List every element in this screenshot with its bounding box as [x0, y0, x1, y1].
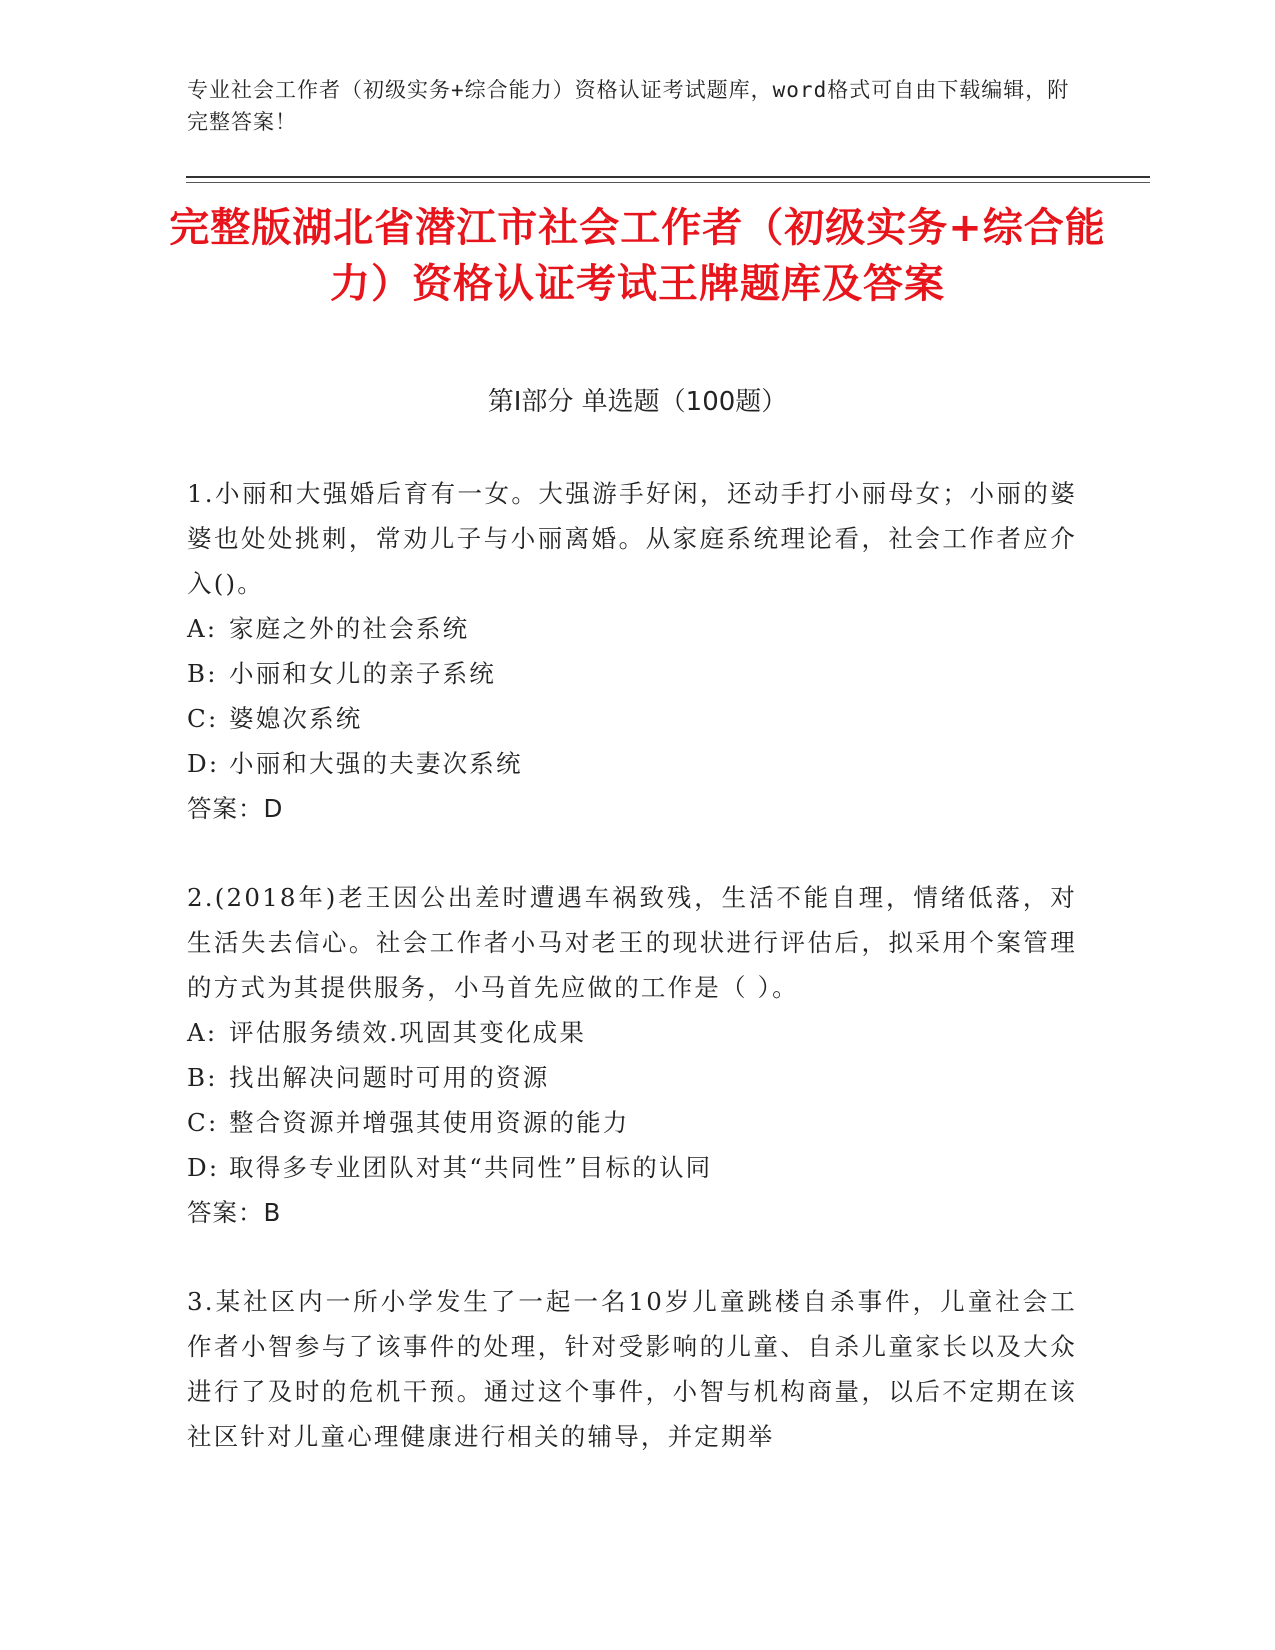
option-d: [187, 1145, 1077, 1190]
header-note: 专业社会工作者（初级实务+综合能力）资格认证考试题库，word格式可自由下载编辑，附完整答案！: [187, 78, 1070, 134]
option-key: A:: [187, 614, 218, 643]
question-text: 2.(2018年)老王因公出差时遭遇车祸致残，生活不能自理，情绪低落，对生活失去信心。社会工作者小马对老王的现状进行评估后，拟采用个案管理的方式为其提供服务，小马首先应做的工作是（ ）。: [187, 883, 1077, 1002]
option-d: [187, 741, 1077, 786]
answer: 答案：D: [187, 794, 284, 823]
question-text: 1.小丽和大强婚后育有一女。大强游手好闲，还动手打小丽母女；小丽的婆婆也处处挑刺，常劝儿子与小丽离婚。从家庭系统理论看，社会工作者应介入()。: [187, 479, 1077, 598]
option-key: D:: [187, 1153, 220, 1182]
option-key: B:: [187, 1063, 218, 1092]
option-key: D:: [187, 749, 220, 778]
option-text: 取得多专业团队对其“共同性”目标的认同: [229, 1153, 713, 1182]
option-text: 整合资源并增强其使用资源的能力: [229, 1108, 630, 1137]
answer: 答案：B: [187, 1198, 282, 1227]
option-key: C:: [187, 704, 219, 733]
option-a: [187, 1010, 1077, 1055]
option-c: [187, 696, 1077, 741]
option-text: 家庭之外的社会系统: [229, 614, 470, 643]
option-key: A:: [187, 1018, 218, 1047]
header-divider-thick: [186, 176, 1150, 178]
document-title: 完整版湖北省潜江市社会工作者（初级实务+综合能力）资格认证考试王牌题库及答案: [169, 205, 1106, 307]
question-1: [187, 471, 1077, 831]
question-text: 3.某社区内一所小学发生了一起一名10岁儿童跳楼自杀事件，儿童社会工作者小智参与了该事件的处理，针对受影响的儿童、自杀儿童家长以及大众进行了及时的危机干预。通过这个事件，小智与机构商量，以后不定期在该社区针对儿童心理健康进行相关的辅导，并定期举: [187, 1287, 1077, 1451]
option-text: 小丽和大强的夫妻次系统: [229, 749, 523, 778]
section-title: 第Ⅰ部分 单选题（100题）: [487, 387, 788, 417]
option-text: 小丽和女儿的亲子系统: [229, 659, 496, 688]
option-b: [187, 651, 1077, 696]
option-key: C:: [187, 1108, 219, 1137]
option-c: [187, 1100, 1077, 1145]
question-3: [187, 1279, 1077, 1459]
option-a: [187, 606, 1077, 651]
question-list: [187, 471, 1077, 1503]
option-text: 找出解决问题时可用的资源: [229, 1063, 550, 1092]
header-divider-thin: [186, 182, 1150, 183]
option-text: 评估服务绩效.巩固其变化成果: [229, 1018, 587, 1047]
option-key: B:: [187, 659, 218, 688]
option-b: [187, 1055, 1077, 1100]
option-text: 婆媳次系统: [229, 704, 363, 733]
question-2: [187, 875, 1077, 1235]
